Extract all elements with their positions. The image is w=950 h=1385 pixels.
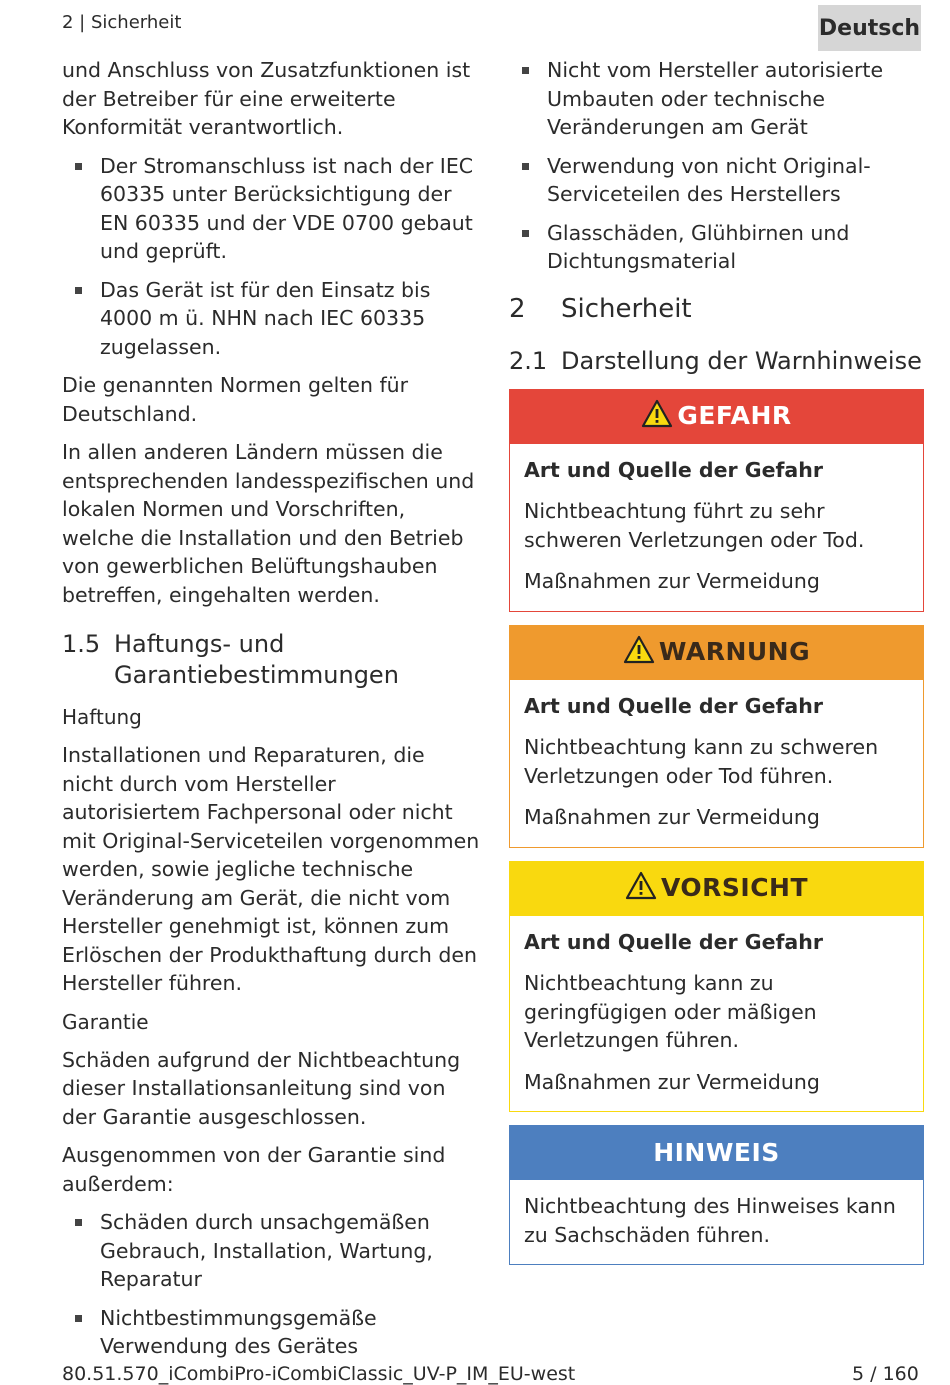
hazard-consequence: Nichtbeachtung führt zu sehr schweren Verletzungen oder Tod. [524, 499, 865, 552]
notice-box-body [510, 1180, 923, 1264]
warning-box-header [510, 626, 923, 680]
haftung-heading: Haftung [62, 705, 142, 729]
hazard-measures: Maßnahmen zur Vermeidung [524, 805, 820, 829]
language-tab: Deutsch [818, 5, 921, 51]
hazard-measures: Maßnahmen zur Vermeidung [524, 1069, 820, 1094]
list-item: Verwendung von nicht Original-Serviceteilen des Herstellers [509, 152, 924, 209]
list-item: Glasschäden, Glühbirnen und Dichtungsmaterial [509, 219, 924, 276]
chapter-number: 2 [509, 293, 526, 324]
list-item: Der Stromanschluss ist nach der IEC 60335 unter Berücksichtigung der EN 60335 und der VDE 0700 gebaut und geprüft. [62, 152, 480, 266]
hazard-consequence: Nichtbeachtung kann zu schweren Verletzungen oder Tod führen. [524, 735, 879, 788]
notice-box-header [510, 1126, 923, 1180]
section-number: 2.1 [509, 346, 548, 375]
garantie-paragraph: Schäden aufgrund der Nichtbeachtung dieser Installationsanleitung sind von der Garantie ausgeschlossen. [62, 1047, 461, 1129]
section-heading-1-5 [62, 629, 480, 691]
warning-box-body [510, 680, 923, 847]
left-column [62, 56, 480, 1371]
norm-list [62, 152, 480, 362]
document-id: 80.51.570_iCombiPro-iCombiClassic_UV-P_IM_EU-west [62, 1363, 576, 1385]
caution-box-body [510, 916, 923, 1112]
hazard-source: Art und Quelle der Gefahr [524, 457, 823, 482]
list-item: Das Gerät ist für den Einsatz bis 4000 m ü. NHN nach IEC 60335 zugelassen. [62, 276, 480, 362]
caution-box-title: VORSICHT [660, 873, 809, 903]
section-title: Haftungs- und Garantiebestimmungen [114, 630, 399, 689]
haftung-paragraph: Installationen und Reparaturen, die nicht durch vom Hersteller autorisiertem Fachpersonal oder nicht mit Original-Serviceteilen vorgenommen werden, sowie jegliche technische Veränderung am Gerät, die nicht vom Hersteller genehmigt ist, können zum Erlöschen der Produkthaftung durch den Hersteller führen. [62, 743, 480, 995]
hazard-source: Art und Quelle der Gefahr [524, 693, 823, 718]
norms-paragraph: Die genannten Normen gelten für Deutschland. [62, 373, 409, 426]
section-heading-2-1 [509, 346, 924, 377]
intro-paragraph: und Anschluss von Zusatzfunktionen ist der Betreiber für eine erweiterte Konformität verantwortlich. [62, 58, 471, 139]
warning-triangle-icon [641, 399, 673, 435]
hazard-measures: Maßnahmen zur Vermeidung [524, 569, 820, 593]
excluded-list [62, 1208, 480, 1361]
caution-box [509, 861, 924, 1113]
warning-box-title: WARNUNG [658, 637, 811, 667]
caution-box-header [510, 862, 923, 916]
excluded-intro: Ausgenommen von der Garantie sind außerdem: [62, 1143, 446, 1196]
running-header: 2 | Sicherheit [62, 12, 182, 33]
danger-box [509, 389, 924, 612]
warning-box [509, 625, 924, 848]
danger-box-header [510, 390, 923, 444]
right-column [509, 56, 924, 1278]
notice-text: Nichtbeachtung des Hinweises kann zu Sachschäden führen. [524, 1194, 896, 1247]
garantie-heading: Garantie [62, 1009, 149, 1034]
danger-box-title: GEFAHR [677, 401, 792, 431]
section-number: 1.5 [62, 630, 101, 658]
countries-paragraph: In allen anderen Ländern müssen die entsprechenden landesspezifischen und lokalen Normen und Vorschriften, welche die Installation und den Betrieb von gewerblichen Belüftungshauben betreffen, eingehalten werden. [62, 440, 475, 607]
warning-triangle-icon [623, 635, 655, 671]
hazard-source: Art und Quelle der Gefahr [524, 929, 823, 954]
list-item: Nichtbestimmungsgemäße Verwendung des Gerätes [62, 1304, 480, 1361]
danger-box-body [510, 444, 923, 611]
warning-triangle-icon [625, 871, 657, 907]
excluded-list-continued [509, 56, 924, 276]
list-item: Nicht vom Hersteller autorisierte Umbauten oder technische Veränderungen am Gerät [509, 56, 924, 142]
chapter-title: Sicherheit [561, 293, 692, 324]
section-title: Darstellung der Warnhinweise [561, 346, 922, 375]
chapter-heading [509, 292, 924, 326]
page-number: 5 / 160 [852, 1363, 919, 1385]
list-item: Schäden durch unsachgemäßen Gebrauch, Installation, Wartung, Reparatur [62, 1208, 480, 1294]
notice-box-title: HINWEIS [653, 1137, 780, 1167]
hazard-consequence: Nichtbeachtung kann zu geringfügigen oder mäßigen Verletzungen führen. [524, 971, 817, 1052]
notice-box [509, 1125, 924, 1265]
